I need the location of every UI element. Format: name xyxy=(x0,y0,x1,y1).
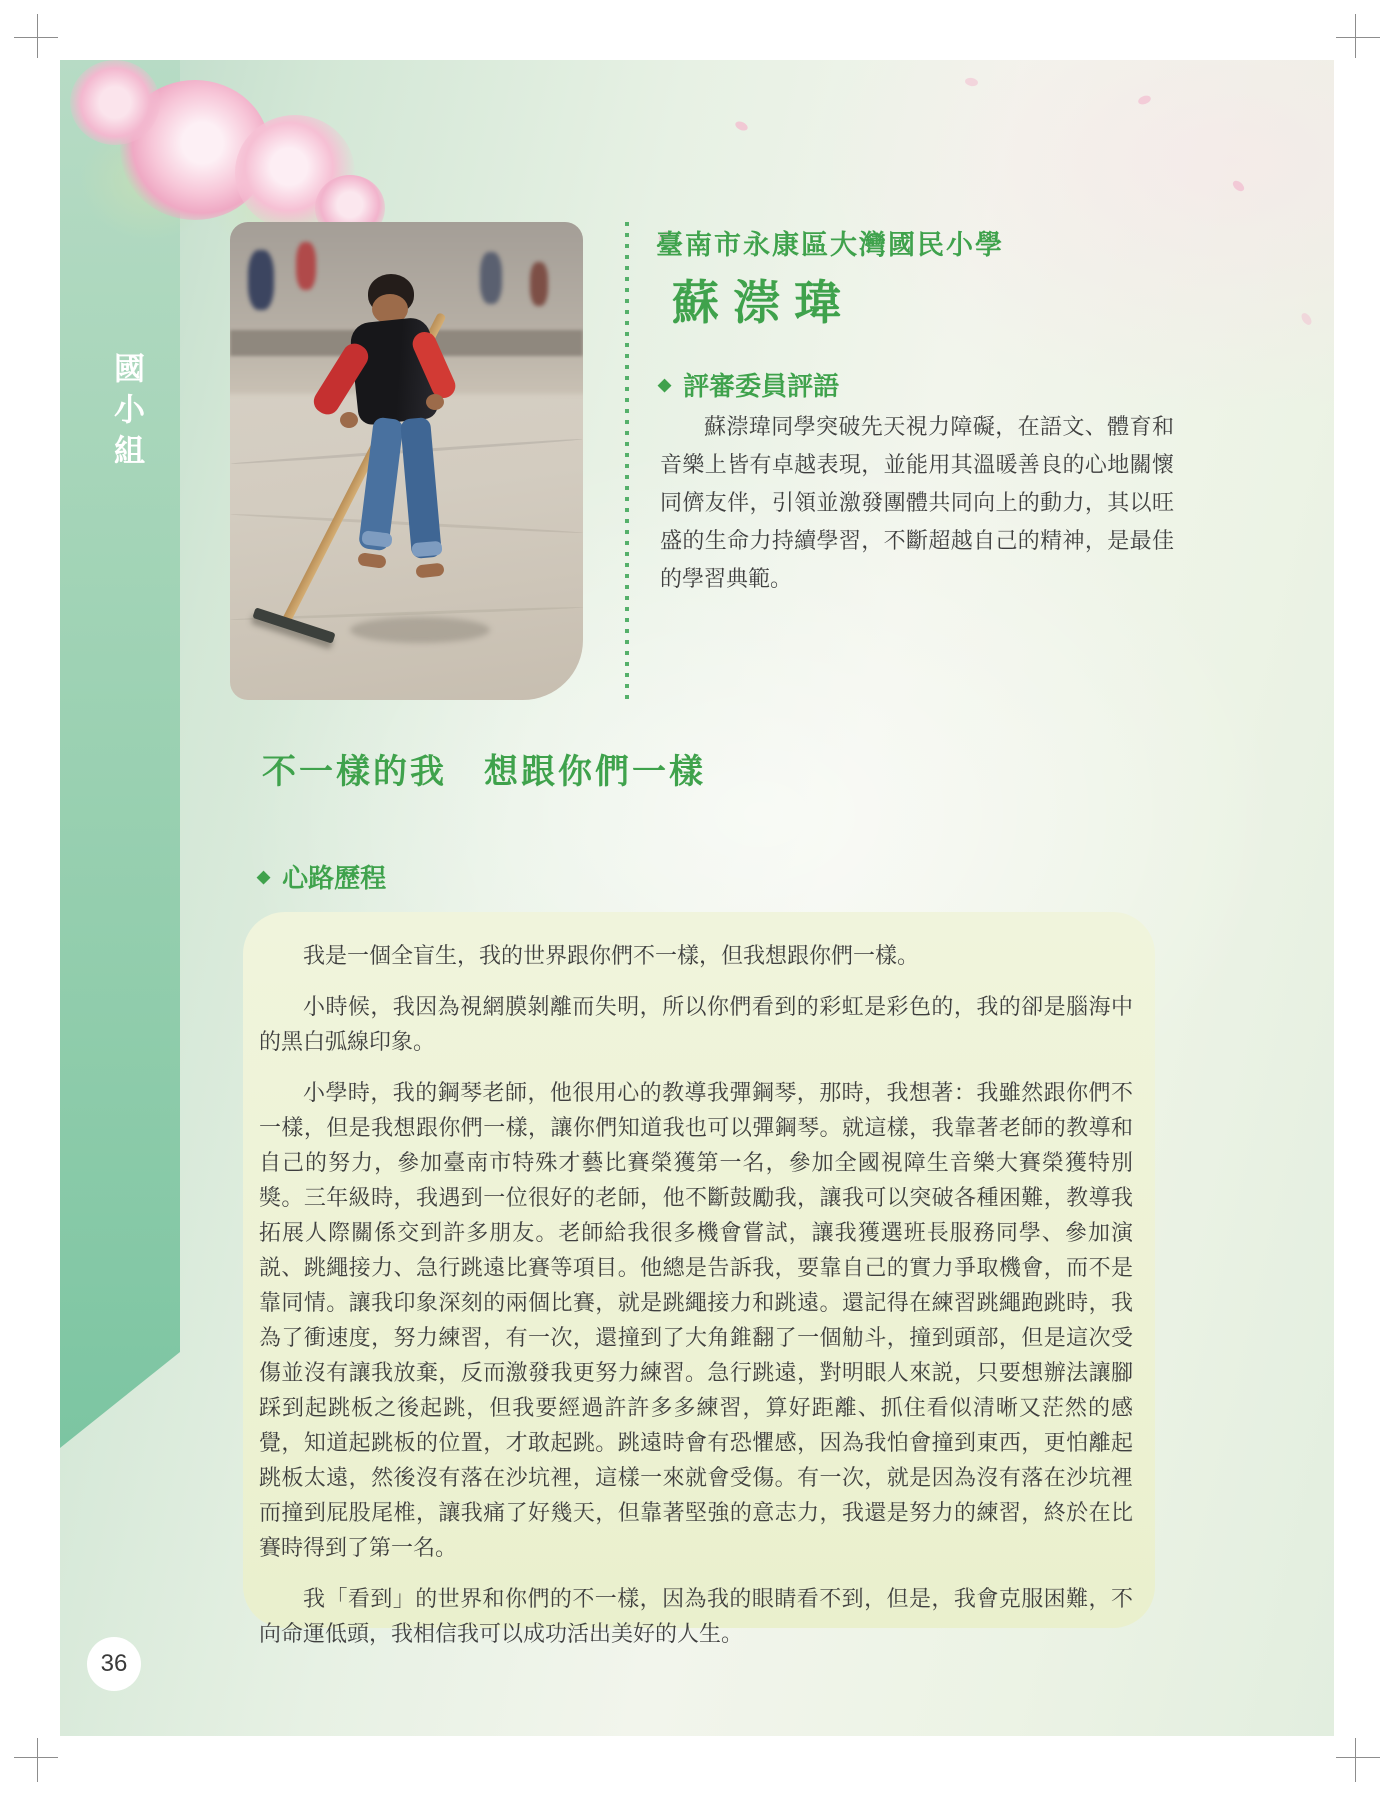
story-paragraph: 小時候，我因為視網膜剝離而失明，所以你們看到的彩虹是彩色的，我的卻是腦海中的黑白弧線印象。 xyxy=(259,994,1133,1054)
crop-mark-bottom-right-h xyxy=(1336,1757,1380,1758)
story-paragraph: 我「看到」的世界和你們的不一樣，因為我的眼睛看不到，但是，我會克服困難，不向命運低頭，我相信我可以成功活出美好的人生。 xyxy=(259,1586,1133,1646)
dotted-divider xyxy=(625,222,629,700)
story-text-box xyxy=(243,912,1155,1646)
petal-decoration xyxy=(1137,94,1152,106)
petal-decoration xyxy=(1231,179,1246,193)
child-shadow xyxy=(350,617,490,643)
story-section-heading xyxy=(257,858,386,895)
child-foot xyxy=(357,552,387,569)
petal-decoration xyxy=(734,120,749,133)
judge-comment-body: 蘇漴瑋同學突破先天視力障礙，在語文、體育和音樂上皆有卓越表現，並能用其溫暖善良的心地關懷同儕友伴，引領並激發團體共同向上的動力，其以旺盛的生命力持續學習，不斷超越自己的精神，是最佳的學習典範。 xyxy=(660,414,1174,591)
photo-bystander xyxy=(530,262,548,306)
child-hand xyxy=(426,394,444,410)
group-label: 國小組 xyxy=(109,352,144,475)
page-canvas xyxy=(60,60,1334,1736)
crop-mark-top-right-v xyxy=(1355,14,1356,58)
judge-comment-heading-label: 評審委員評語 xyxy=(683,371,840,401)
petal-decoration xyxy=(964,77,978,87)
petal-decoration xyxy=(1299,311,1313,326)
crop-mark-bottom-right-v xyxy=(1355,1738,1356,1782)
article-title: 不一樣的我 想跟你們一樣 xyxy=(262,753,706,791)
judge-comment-heading xyxy=(658,366,839,403)
page-number: 36 xyxy=(100,1650,128,1677)
flower-blossom-small xyxy=(70,60,160,145)
school-name: 臺南市永康區大灣國民小學 xyxy=(656,230,1004,260)
child-cuff xyxy=(411,541,442,558)
crop-mark-top-left-v xyxy=(37,14,38,58)
photo-bystander xyxy=(480,252,502,304)
side-band xyxy=(60,60,180,1448)
crop-mark-bottom-left-h xyxy=(14,1757,58,1758)
story-paragraph: 我是一個全盲生，我的世界跟你們不一樣，但我想跟你們一樣。 xyxy=(303,943,920,968)
page-number-badge xyxy=(87,1637,141,1691)
story-section-heading-label: 心路歷程 xyxy=(282,863,387,893)
sand-ridge xyxy=(230,513,583,534)
diamond-bullet-icon: ◆ xyxy=(658,375,672,394)
photo-bystander xyxy=(296,242,316,290)
student-photo xyxy=(230,222,583,700)
crop-mark-bottom-left-v xyxy=(37,1738,38,1782)
story-paragraph: 小學時，我的鋼琴老師，他很用心的教導我彈鋼琴，那時，我想著：我雖然跟你們不一樣，但是我想跟你們一樣，讓你們知道我也可以彈鋼琴。就這樣，我靠著老師的教導和自己的努力，參加臺南市特殊才藝比賽榮獲第一名，參加全國視障生音樂大賽榮獲特別獎。三年級時，我遇到一位很好的老師，他不斷鼓勵我，讓我可以突破各種困難，教導我拓展人際關係交到許多朋友。老師給我很多機會嘗試，讓我獲選班長服務同學、參加演説、跳繩接力、急行跳遠比賽等項目。他總是告訴我，要靠自己的實力爭取機會，而不是靠同情。讓我印象深刻的兩個比賽，就是跳繩接力和跳遠。還記得在練習跳繩跑跳時，我為了衝速度，努力練習，有一次，還撞到了大角錐翻了一個觔斗，撞到頭部，但是這次受傷並沒有讓我放棄，反而激發我更努力練習。急行跳遠，對明眼人來説，只要想辦法讓腳踩到起跳板之後起跳，但我要經過許許多多練習，算好距離、抓住看似清晰又茫然的感覺，知道起跳板的位置，才敢起跳。跳遠時會有恐懼感，因為我怕會撞到東西，更怕離起跳板太遠，然後沒有落在沙坑裡，這樣一來就會受傷。有一次，就是因為沒有落在沙坑裡而撞到屁股尾椎，讓我痛了好幾天，但靠著堅強的意志力，我還是努力的練習，終於在比賽時得到了第一名。 xyxy=(259,1080,1133,1560)
child-foot xyxy=(415,563,444,579)
student-name: 蘇漴瑋 xyxy=(672,276,855,329)
child-jeans-right xyxy=(400,417,442,559)
photo-bystander xyxy=(248,250,274,310)
child-hand xyxy=(340,412,358,428)
diamond-bullet-icon: ◆ xyxy=(257,867,271,886)
crop-mark-top-right-h xyxy=(1336,37,1380,38)
crop-mark-top-left-h xyxy=(14,37,58,38)
